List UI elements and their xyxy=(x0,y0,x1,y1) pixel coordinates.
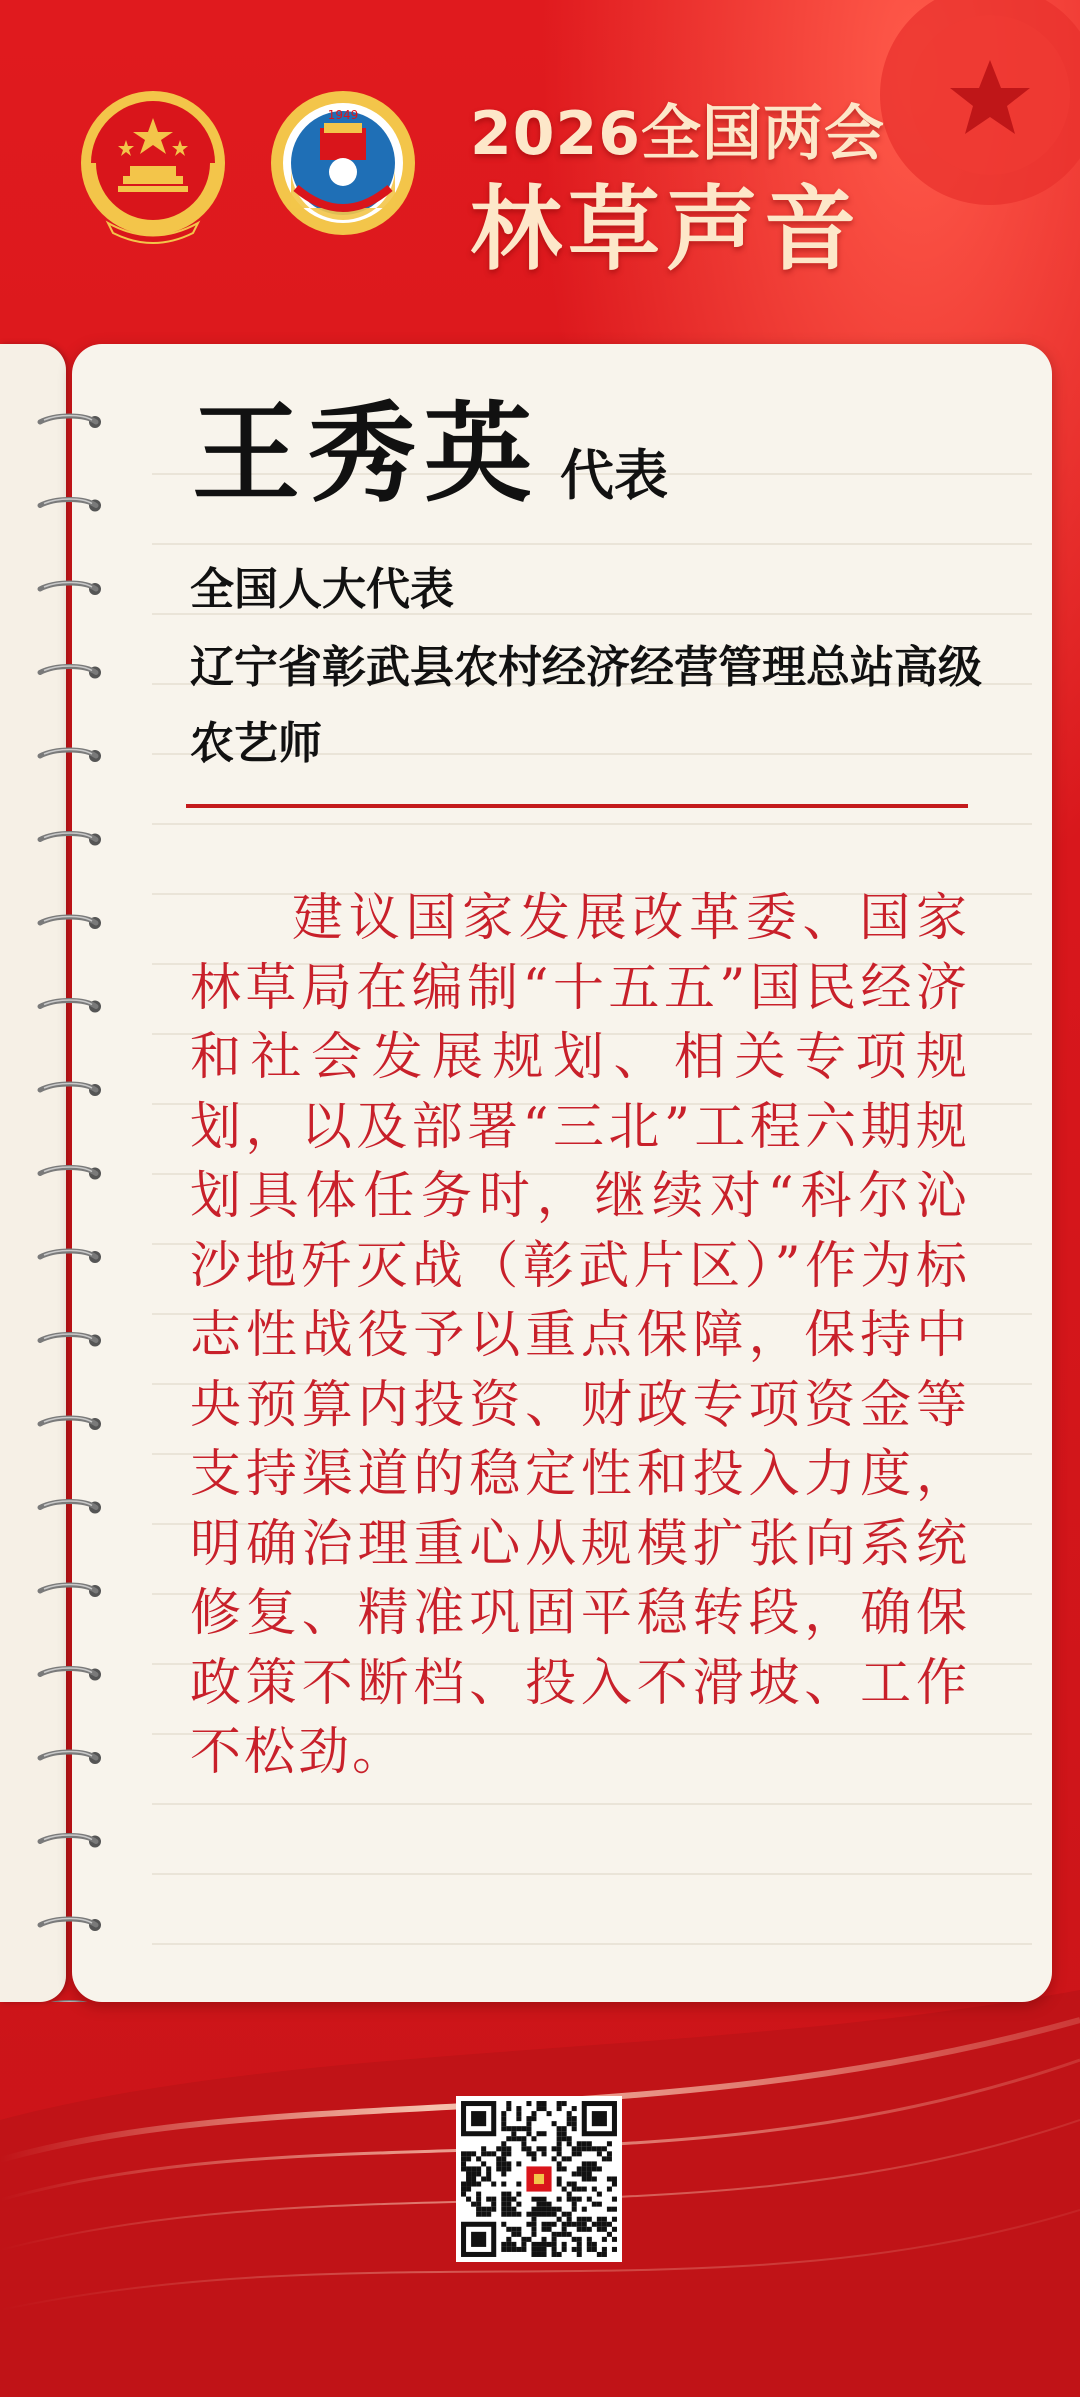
cppcc-emblem-icon xyxy=(268,88,418,248)
representative-suffix: 代表 xyxy=(560,443,668,507)
banner-title-line1: 2026全国两会 xyxy=(470,99,885,169)
ring-icon xyxy=(40,1084,101,1097)
title-line-1: 全国人大代表 xyxy=(190,564,454,615)
ring-icon xyxy=(40,1668,101,1681)
ring-icon xyxy=(40,917,101,930)
ring-icon xyxy=(40,833,101,846)
ring-icon xyxy=(40,1752,101,1765)
proposal-text: 建议国家发展改革委、国家林草局在编制“十五五”国民经济和社会发展规划、相关专项规划，以及部署“三北”工程六期规划具体任务时，继续对“科尔沁沙地歼灭战（彰武片区）”作为标志性战役予以重点保障，保持中央预算内投资、财政专项资金等支持渠道的稳定性和投入力度，明确治理重心从规模扩张向系统修复、精准巩固平稳转段，确保政策不断档、投入不滑坡、工作不松劲。 xyxy=(190,889,970,1782)
ring-icon xyxy=(40,1000,101,1013)
title-line-3: 农艺师 xyxy=(190,718,322,769)
notebook-rings xyxy=(0,344,120,2002)
ring-icon xyxy=(40,1919,101,1932)
ring-icon xyxy=(40,1418,101,1431)
representative-name: 王秀英 xyxy=(192,391,541,517)
national-emblem-icon xyxy=(78,88,228,248)
ring-icon xyxy=(40,1251,101,1264)
ring-icon xyxy=(40,1334,101,1347)
cppcc-year: 1949 xyxy=(327,108,359,122)
ring-icon xyxy=(40,1167,101,1180)
ring-icon xyxy=(40,499,101,512)
ring-icon xyxy=(40,666,101,679)
ring-icon xyxy=(40,750,101,763)
ring-icon xyxy=(40,1585,101,1598)
ring-icon xyxy=(40,1501,101,1514)
title-divider xyxy=(186,804,968,808)
banner-title-line2: 林草声音 xyxy=(470,176,863,283)
ring-icon xyxy=(40,1835,101,1848)
qr-code-icon[interactable] xyxy=(456,2096,622,2262)
ring-icon xyxy=(40,583,101,596)
ring-icon xyxy=(40,416,101,429)
title-line-2: 辽宁省彰武县农村经济经营管理总站高级 xyxy=(190,642,982,693)
